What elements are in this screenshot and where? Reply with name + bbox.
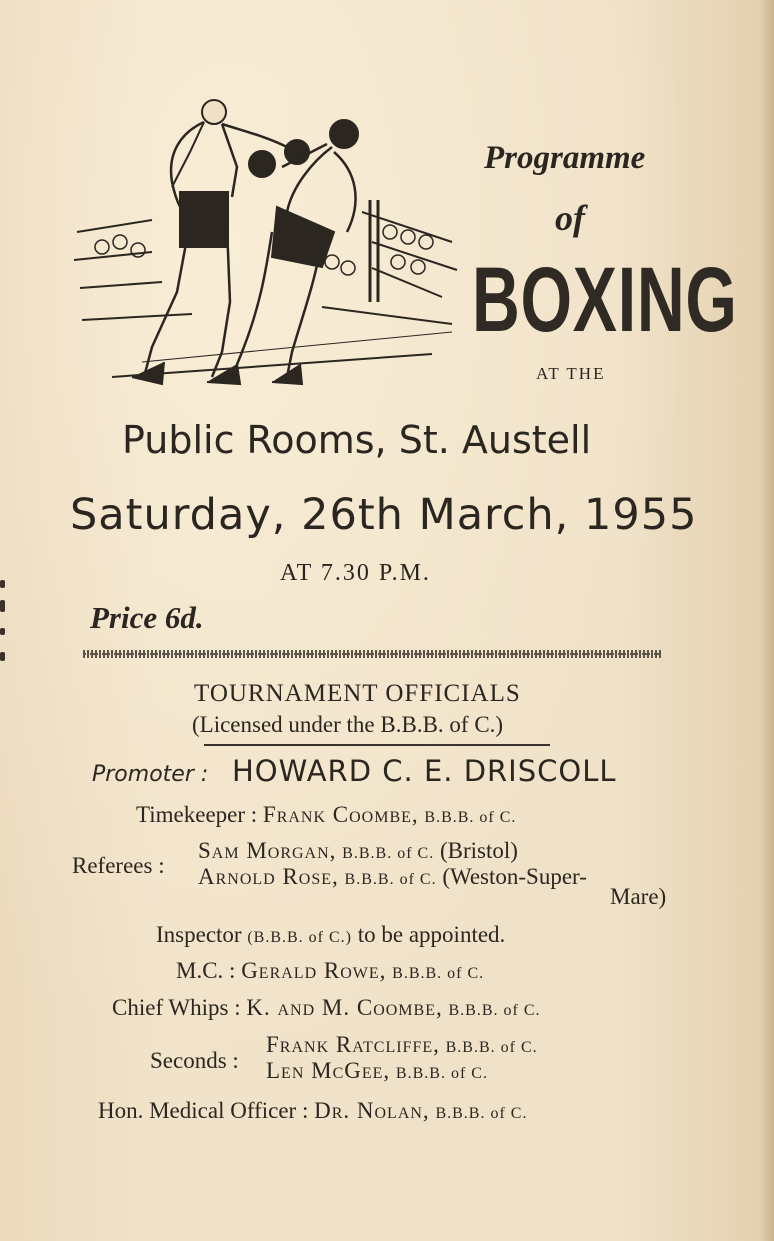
event-date: Saturday, 26th March, 1955 bbox=[70, 490, 698, 540]
heading-underline bbox=[204, 744, 550, 746]
punch-hole-mark bbox=[0, 628, 5, 635]
referees-label: Referees : bbox=[72, 853, 165, 878]
venue-title: Public Rooms, St. Austell bbox=[122, 418, 592, 462]
licensed-subheading: (Licensed under the B.B.B. of C.) bbox=[192, 712, 504, 737]
timekeeper-row bbox=[136, 802, 516, 828]
mc-label: M.C. : bbox=[176, 958, 236, 983]
referee-name: Arnold Rose, bbox=[198, 864, 339, 889]
divider-rule bbox=[83, 650, 661, 658]
second-row bbox=[266, 1032, 538, 1058]
whips-label: Chief Whips : bbox=[112, 995, 241, 1020]
boxing-title: BOXING bbox=[472, 249, 738, 351]
paper-edge bbox=[760, 0, 774, 1241]
whips-licence: B.B.B. of C. bbox=[448, 1002, 541, 1019]
referee-name: Sam Morgan, bbox=[198, 838, 337, 863]
punch-hole-mark bbox=[0, 600, 5, 612]
whips-name: K. and M. Coombe, bbox=[246, 995, 443, 1020]
medical-officer-row bbox=[98, 1098, 527, 1124]
of-heading: of bbox=[555, 198, 585, 238]
medical-label: Hon. Medical Officer : bbox=[98, 1098, 309, 1123]
punch-hole-mark bbox=[0, 580, 5, 588]
mc-licence: B.B.B. of C. bbox=[392, 965, 485, 982]
referee-place-continued: Mare) bbox=[610, 884, 667, 909]
timekeeper-label: Timekeeper : bbox=[136, 802, 258, 827]
inspector-licence: (B.B.B. of C.) bbox=[247, 929, 352, 946]
medical-name: Dr. Nolan, bbox=[314, 1098, 430, 1123]
medical-licence: B.B.B. of C. bbox=[435, 1105, 528, 1122]
mc-name: Gerald Rowe, bbox=[241, 958, 387, 983]
referee-licence: B.B.B. of C. bbox=[344, 871, 437, 888]
promoter-name: HOWARD C. E. DRISCOLL bbox=[232, 754, 617, 788]
promoter-label: Promoter : bbox=[92, 762, 209, 787]
whips-row bbox=[112, 995, 541, 1021]
referee-licence: B.B.B. of C. bbox=[342, 845, 435, 862]
boxers-in-ring-illustration bbox=[72, 92, 462, 392]
inspector-text: to be appointed. bbox=[357, 922, 506, 947]
second-name: Len McGee, bbox=[266, 1058, 391, 1083]
timekeeper-licence: B.B.B. of C. bbox=[424, 809, 517, 826]
referee-row bbox=[198, 838, 518, 864]
referee-row bbox=[198, 864, 587, 890]
punch-hole-mark bbox=[0, 652, 5, 661]
second-row bbox=[266, 1058, 488, 1084]
at-the-text: AT THE bbox=[536, 364, 606, 383]
second-licence: B.B.B. of C. bbox=[395, 1065, 488, 1082]
second-licence: B.B.B. of C. bbox=[445, 1039, 538, 1056]
event-time: AT 7.30 P.M. bbox=[280, 560, 431, 586]
price-label: Price 6d. bbox=[90, 600, 204, 635]
referee-place: (Bristol) bbox=[439, 838, 518, 863]
programme-heading: Programme bbox=[484, 140, 646, 176]
inspector-row bbox=[156, 922, 505, 948]
seconds-label: Seconds : bbox=[150, 1048, 239, 1073]
second-name: Frank Ratcliffe, bbox=[266, 1032, 440, 1057]
mc-row bbox=[176, 958, 484, 984]
referee-place: (Weston-Super- bbox=[442, 864, 587, 889]
officials-heading: TOURNAMENT OFFICIALS bbox=[194, 680, 521, 707]
timekeeper-name: Frank Coombe, bbox=[262, 802, 419, 827]
inspector-label: Inspector bbox=[156, 922, 242, 947]
